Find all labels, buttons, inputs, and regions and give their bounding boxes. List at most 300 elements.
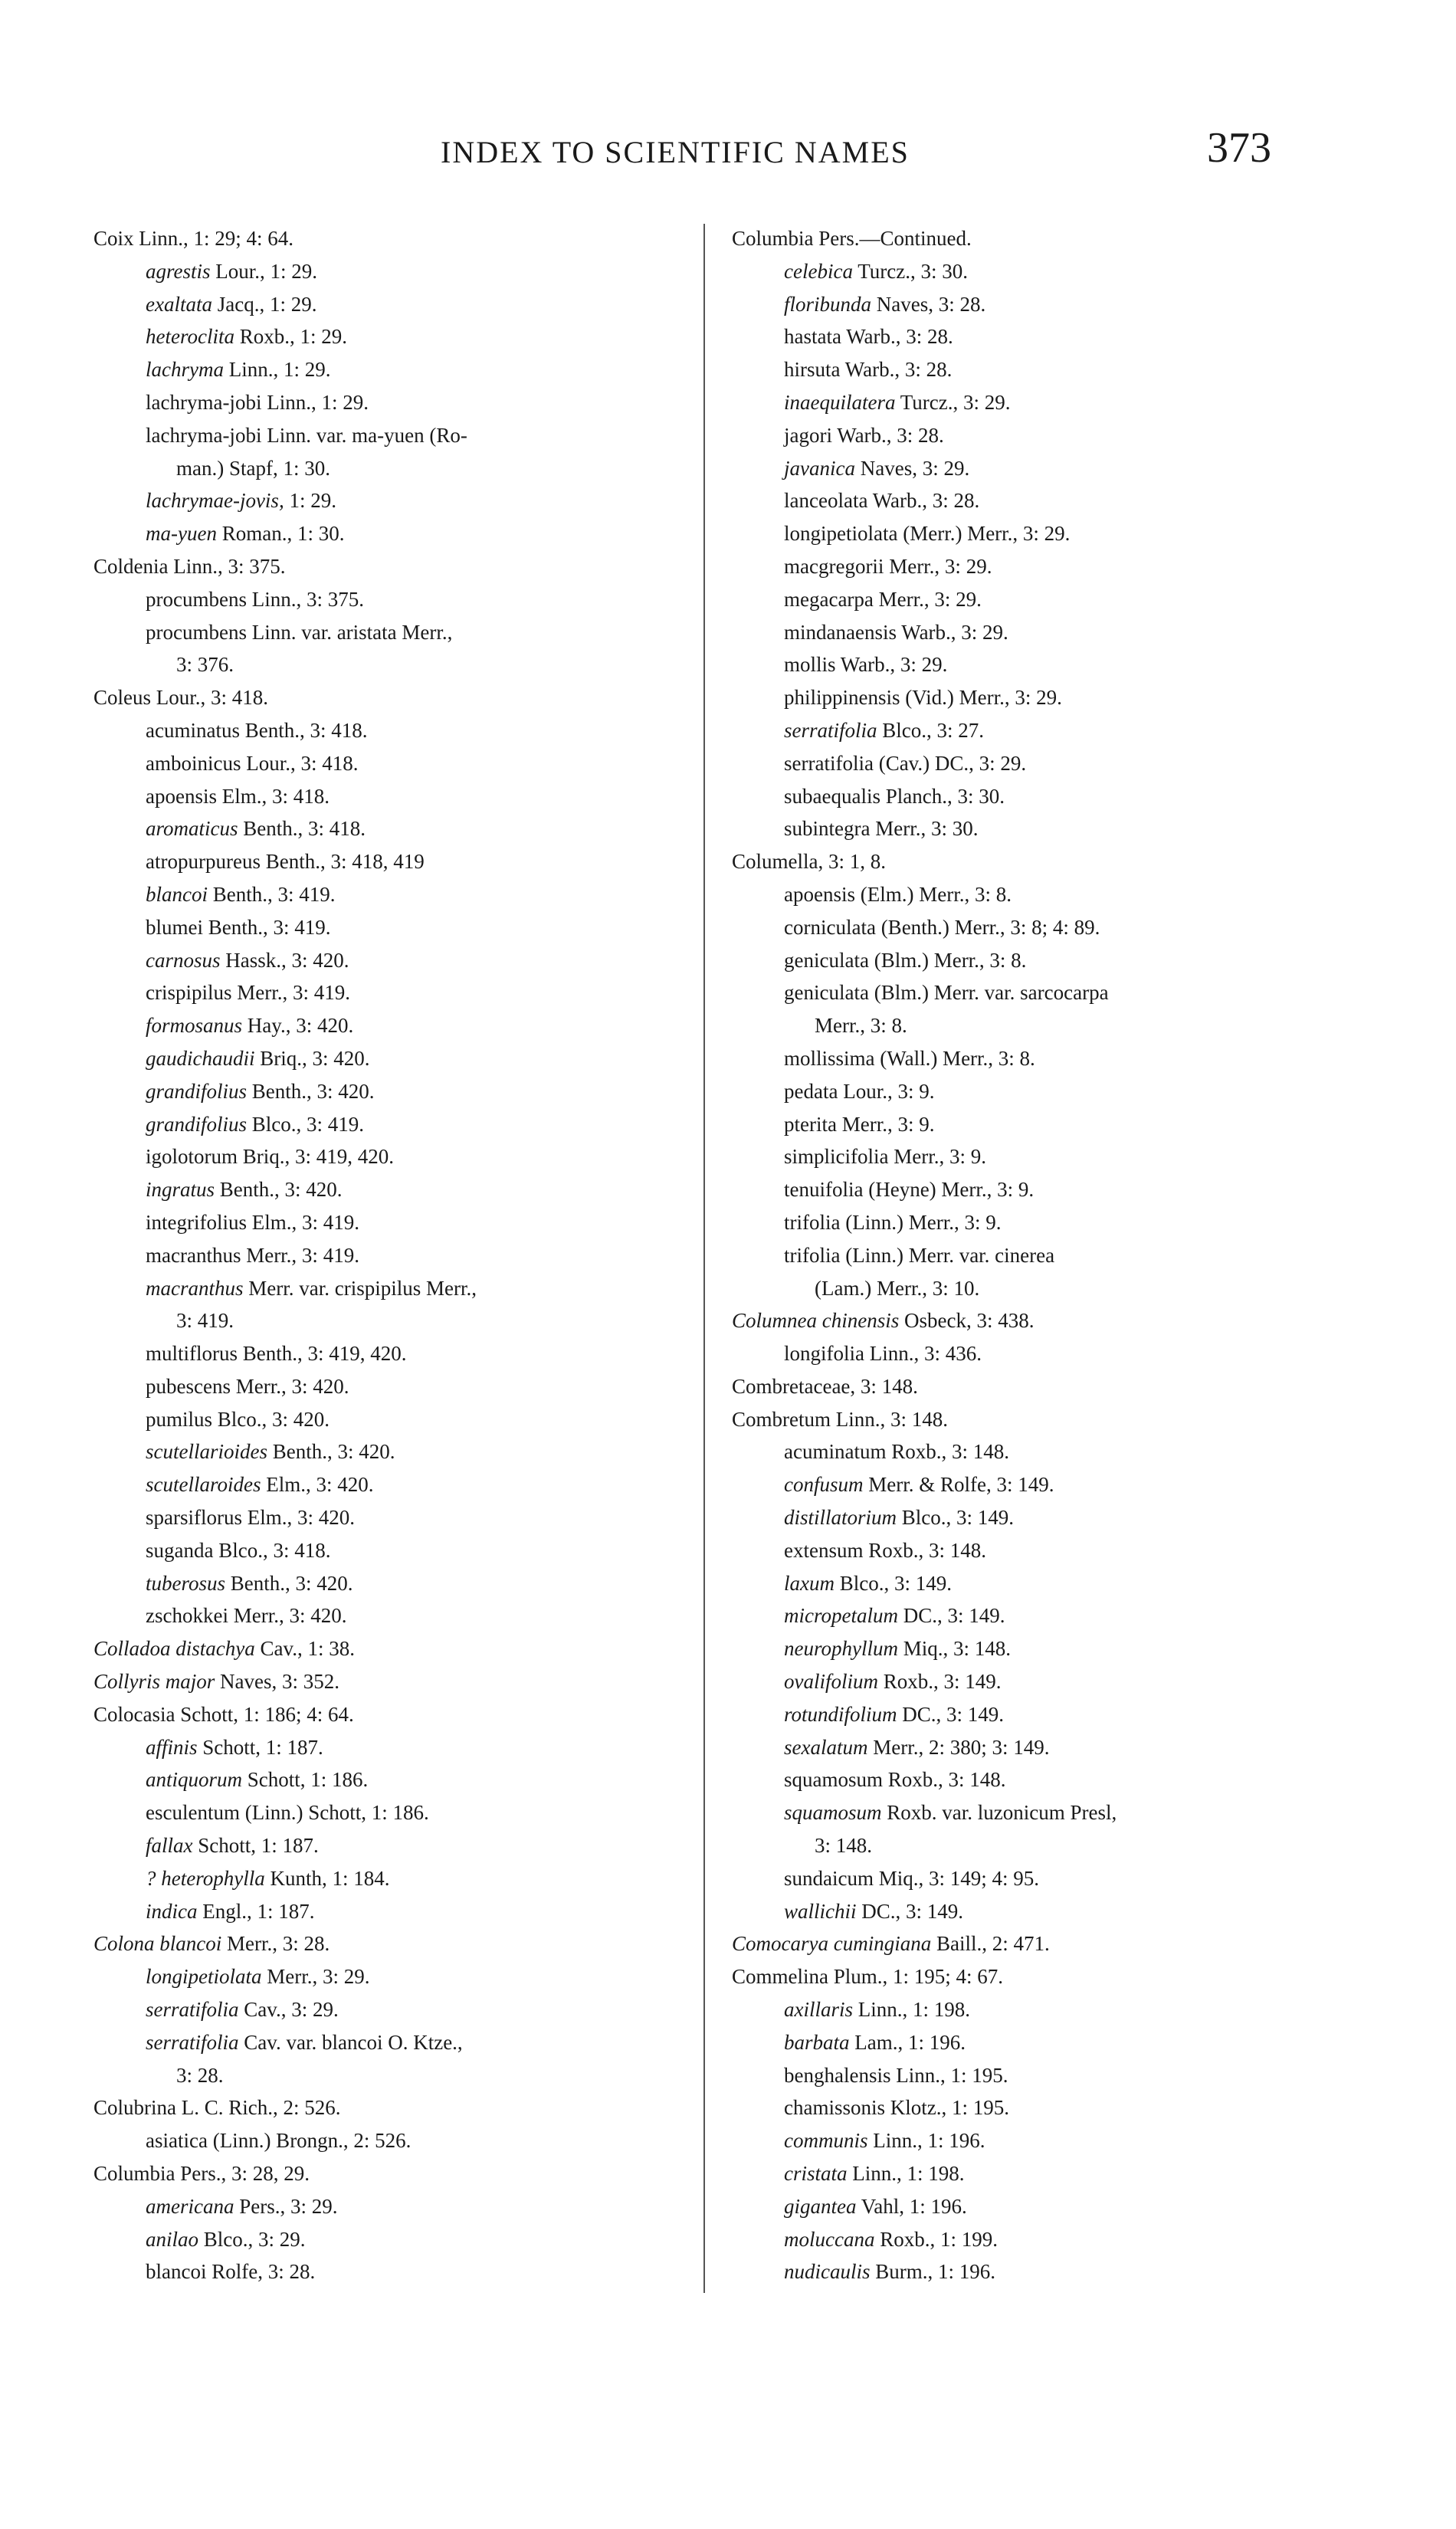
entry-name: longifolia [784,1342,864,1366]
entry-reference: Benth., 3: 418. [243,817,366,841]
index-entry [93,1435,707,1468]
entry-reference: Benth., 3: 420. [272,1440,395,1464]
index-entry [732,517,1345,550]
entry-reference: (Merr.) Merr., 3: 29. [903,522,1071,546]
entry-reference: Lour., 1: 29. [215,259,318,283]
entry-name: (Lam.) Merr., 3: 10. [815,1276,980,1300]
index-entry [93,1993,707,2026]
entry-name: acuminatus [146,718,240,742]
entry-name: Merr., 3: 8. [815,1014,907,1038]
entry-name: mollissima [784,1046,875,1070]
entry-name: Coix [93,227,134,250]
index-entry [93,747,707,780]
entry-name: affinis [146,1735,198,1759]
entry-reference: 1: 30. [283,456,330,480]
entry-reference: Planch., 3: 30. [885,784,1005,808]
entry-name: confusum [784,1473,864,1497]
entry-reference: Roxb., 3: 149. [883,1670,1002,1694]
index-entry [732,288,1345,321]
entry-name: philippinensis [784,686,900,710]
entry-reference: Warb., 3: 28. [844,358,953,382]
index-entry [732,1829,1345,1862]
entry-name: tenuifolia [784,1178,864,1202]
index-entry [732,1403,1345,1436]
index-entry [93,878,707,911]
entry-name: man.) Stapf, [176,456,278,480]
entry-reference: Turcz., 3: 30. [858,259,968,283]
entry-name: macgregorii [784,554,884,578]
entry-reference: Merr., 3: 9. [841,1112,935,1136]
index-entry [93,1075,707,1108]
index-entry [732,1206,1345,1239]
entry-reference: Burm., 1: 196. [875,2260,996,2284]
index-entry [732,1304,1345,1337]
entry-reference: Briq., 3: 420. [260,1046,370,1070]
index-entry [732,616,1345,649]
entry-name: Colubrina [93,2096,176,2120]
entry-reference: Schott, 1: 187. [202,1735,323,1759]
entry-name: pumilus [146,1407,213,1431]
entry-reference: (Linn.) Schott, 1: 186. [244,1801,429,1825]
index-entry [732,452,1345,485]
entry-name: ingratus [146,1178,215,1202]
index-entry [93,1206,707,1239]
entry-name: rotundifolium [784,1702,897,1726]
index-entry [732,1927,1345,1960]
index-entry [93,1140,707,1173]
entry-reference: Roxb., 3: 148. [887,1768,1006,1792]
entry-name: simplicifolia [784,1145,889,1169]
entry-name: blancoi [146,2260,207,2284]
entry-name: Colona blancoi [93,1932,222,1956]
entry-name: Coleus [93,686,152,710]
entry-name: extensum [784,1538,864,1562]
index-entry [93,288,707,321]
entry-reference: Naves, 3: 28. [876,292,986,316]
index-entry [732,845,1345,878]
index-entry [732,2157,1345,2190]
index-entry [93,2026,707,2059]
index-entry [93,1698,707,1731]
entry-name: scutellaroides [146,1473,261,1497]
entry-name: sparsiflorus [146,1506,242,1530]
entry-name: barbata [784,2030,850,2054]
entry-reference: Schott, 1: 186; 4: 64. [180,1702,354,1726]
index-entry [732,1173,1345,1206]
index-entry [93,714,707,747]
index-entry [732,1763,1345,1796]
entry-name: 3: 148. [815,1834,873,1858]
entry-reference: Kunth, 1: 184. [270,1866,390,1890]
entry-reference: Linn., 3: 375. [251,587,364,611]
entry-reference: Merr., 3: 419. [246,1243,359,1267]
entry-name: procumbens [146,620,247,644]
index-entry [732,780,1345,813]
index-entry [732,1895,1345,1928]
entry-reference: Elm., 3: 420. [266,1473,374,1497]
index-entry [732,944,1345,977]
column-divider [703,224,705,2293]
entry-name: benghalensis [784,2063,891,2087]
entry-name: subaequalis [784,784,880,808]
index-entry [93,2157,707,2190]
entry-name: 3: 28. [176,2063,224,2087]
entry-name: anilao [146,2227,199,2251]
index-entry [93,419,707,452]
index-entry [732,747,1345,780]
entry-reference: Merr., 3: 419. [237,981,350,1005]
entry-name: lachryma-jobi [146,423,262,447]
entry-reference: (Blm.) Merr., 3: 8. [874,948,1027,972]
entry-reference: Warb., 3: 28. [872,489,980,513]
entry-name: floribunda [784,292,872,316]
entry-reference: (Benth.) Merr., 3: 8; 4: 89. [880,915,1100,939]
running-title: INDEX TO SCIENTIFIC NAMES [441,135,910,169]
entry-reference: Cav., 3: 29. [244,1998,339,2022]
index-entry [93,780,707,813]
entry-name: procumbens [146,587,247,611]
index-entry [732,1632,1345,1665]
entry-reference: Benth., 3: 418, 419 [265,850,425,874]
entry-reference: Linn., 3: 375. [173,554,286,578]
index-entry [93,976,707,1009]
entry-name: integrifolius [146,1210,247,1234]
index-entry [732,1731,1345,1764]
index-entry [732,1534,1345,1567]
entry-name: celebica [784,259,853,283]
entry-name: carnosus [146,948,221,972]
index-entry [93,1960,707,1993]
entry-reference: Blco., 3: 27. [882,718,985,742]
entry-reference: Lour., 3: 9. [843,1079,935,1103]
entry-name: blancoi [146,882,208,906]
entry-reference: Linn., 1: 29. [267,390,369,414]
index-entry [732,419,1345,452]
entry-name: chamissonis [784,2096,885,2120]
index-entry [732,484,1345,517]
entry-reference: L. C. Rich., 2: 526. [181,2096,341,2120]
index-entry [93,255,707,288]
index-entry [93,1763,707,1796]
entry-name: multiflorus [146,1342,238,1366]
entry-reference: Blco., 3: 149. [901,1506,1015,1530]
entry-reference: Benth., 3: 419, 420. [242,1342,407,1366]
entry-name: 3: 419. [176,1309,234,1333]
entry-name: serratifolia [146,1998,239,2022]
entry-name: geniculata [784,948,869,972]
index-entry [732,648,1345,681]
entry-name: antiquorum [146,1768,243,1792]
entry-name: asiatica [146,2129,208,2153]
entry-name: Columbia [93,2162,175,2186]
entry-reference: Linn., 3: 436. [869,1342,982,1366]
entry-name: lachryma [146,358,224,382]
entry-reference: Linn., 1: 198. [858,1998,971,2022]
entry-name: Colocasia [93,1702,175,1726]
entry-reference: Linn., 1: 29; 4: 64. [139,227,294,250]
index-entry [93,1337,707,1370]
entry-name: tuberosus [146,1571,226,1595]
entry-reference: Elm., 3: 419. [251,1210,359,1234]
entry-reference: Merr. & Rolfe, 3: 149. [868,1473,1054,1497]
entry-reference: Osbeck, 3: 438. [903,1309,1035,1333]
entry-name: inaequilatera [784,390,896,414]
entry-name: gaudichaudii [146,1046,255,1070]
entry-name: esculentum [146,1801,240,1825]
index-entry [732,386,1345,419]
entry-reference: Pers., 3: 29. [239,2194,338,2218]
entry-reference: Roxb. var. luzonicum Presl, [887,1801,1117,1825]
index-entry [732,583,1345,616]
index-entry [732,1567,1345,1600]
entry-reference: (Linn.) Merr., 3: 9. [845,1210,1002,1234]
index-entry [93,583,707,616]
entry-name: Commelina [732,1965,828,1989]
entry-name: ovalifolium [784,1670,878,1694]
entry-reference: 3: 148. [860,1374,918,1398]
index-entry [93,2255,707,2288]
index-entry [93,845,707,878]
entry-name: Columbia [732,227,814,250]
entry-reference: Benth., 3: 420. [251,1079,375,1103]
index-entry [93,1534,707,1567]
entry-reference: Lour., 3: 418. [156,686,269,710]
entry-name: moluccana [784,2227,875,2251]
entry-name: lachrymae-jovis, [146,489,284,513]
entry-reference: Benth., 3: 419. [208,915,331,939]
index-entry [93,1829,707,1862]
index-entry [93,1862,707,1895]
index-entry [93,484,707,517]
entry-reference: (Vid.) Merr., 3: 29. [905,686,1062,710]
entry-name: Colladoa distachya [93,1637,255,1661]
index-entry [93,2190,707,2223]
entry-name: blumei [146,915,203,939]
entry-reference: Blco., 3: 420. [217,1407,330,1431]
index-entry [93,550,707,583]
index-entry [93,944,707,977]
index-entry [732,1665,1345,1698]
entry-name: grandifolius [146,1079,248,1103]
entry-reference: Merr., 3: 29. [878,587,982,611]
index-entry [93,616,707,649]
entry-name: jagori [784,423,832,447]
entry-name: distillatorium [784,1506,897,1530]
entry-name: wallichii [784,1899,857,1923]
entry-name: cristata [784,2162,848,2186]
index-entry [732,1239,1345,1272]
entry-name: hirsuta [784,358,841,382]
entry-name: apoensis [146,784,217,808]
index-entry [93,1632,707,1665]
entry-name: subintegra [784,817,871,841]
index-entry [732,222,1345,255]
entry-reference: Merr., 3: 420. [235,1374,349,1398]
entry-reference: Engl., 1: 187. [202,1899,315,1923]
entry-name: Columnea chinensis [732,1309,900,1333]
index-entry [732,320,1345,353]
entry-name: sundaicum [784,1866,874,1890]
index-entry [732,1075,1345,1108]
entry-reference: 3: 1, 8. [828,850,886,874]
entry-name: gigantea [784,2194,857,2218]
index-entry [732,911,1345,944]
entry-name: pedata [784,1079,838,1103]
index-entry [732,2091,1345,2124]
entry-reference: Merr., 3: 30. [875,817,979,841]
index-entry [732,878,1345,911]
entry-name: nudicaulis [784,2260,871,2284]
entry-reference: Merr., 3: 28. [227,1932,330,1956]
entry-name: geniculata [784,981,869,1005]
index-entry [93,1501,707,1534]
entry-name: crispipilus [146,981,232,1005]
index-entry [93,1731,707,1764]
entry-reference: Lour., 3: 418. [246,751,359,775]
entry-name: corniculata [784,915,876,939]
entry-reference: Klotz., 1: 195. [890,2096,1009,2120]
entry-reference: Baill., 2: 471. [936,1932,1050,1956]
index-entry [732,976,1345,1009]
index-entry [732,1009,1345,1042]
entry-reference: (Linn.) Brongn., 2: 526. [212,2129,412,2153]
entry-reference: Merr., 3: 29. [889,554,992,578]
entry-reference: Schott, 1: 186. [247,1768,369,1792]
entry-reference: Linn., 1: 198. [852,2162,965,2186]
entry-name: mollis [784,653,836,677]
index-entry [93,353,707,386]
entry-reference: Linn. var. ma-yuen (Ro- [267,423,467,447]
index-entry [93,320,707,353]
entry-reference: Blco., 3: 419. [251,1112,365,1136]
entry-name: suganda [146,1538,214,1562]
index-entry [732,1862,1345,1895]
index-entry [732,1468,1345,1501]
entry-reference: (Elm.) Merr., 3: 8. [860,882,1012,906]
entry-reference: Linn., 1: 29. [228,358,331,382]
index-column-left [93,222,707,2288]
index-entry [93,386,707,419]
entry-reference: (Heyne) Merr., 3: 9. [868,1178,1035,1202]
index-entry [93,1108,707,1141]
entry-reference: Merr., 2: 380; 3: 149. [873,1735,1050,1759]
entry-name: Coldenia [93,554,169,578]
index-entry [93,1895,707,1928]
entry-name: indica [146,1899,198,1923]
index-entry [93,1239,707,1272]
entry-reference: Warb., 3: 29. [901,620,1008,644]
entry-name: acuminatum [784,1440,887,1464]
entry-reference: 1: 29. [289,489,336,513]
entry-name: exaltata [146,292,212,316]
index-entry [732,2026,1345,2059]
entry-name: trifolia [784,1210,841,1234]
entry-name: longipetiolata [146,1965,262,1989]
index-entry [732,2124,1345,2157]
entry-reference: (Blm.) Merr. var. sarcocarpa [874,981,1109,1005]
entry-name: lachryma-jobi [146,390,262,414]
entry-reference: Roxb., 3: 148. [891,1440,1009,1464]
index-entry [93,1796,707,1829]
entry-name: serratifolia [784,718,877,742]
entry-reference: Merr., 3: 420. [233,1604,347,1628]
index-entry [93,648,707,681]
entry-reference: (Cav.) DC., 3: 29. [878,751,1027,775]
entry-name: hastata [784,325,841,349]
entry-name: squamosum [784,1768,884,1792]
entry-name: formosanus [146,1014,243,1038]
entry-reference: Benth., 3: 418. [244,718,368,742]
entry-reference: Elm., 3: 418. [221,784,330,808]
entry-reference: Cav., 1: 38. [260,1637,355,1661]
entry-name: aromaticus [146,817,238,841]
entry-name: serratifolia [784,751,874,775]
index-entry [93,222,707,255]
index-entry [732,1337,1345,1370]
entry-name: agrestis [146,259,211,283]
index-entry [732,1960,1345,1993]
entry-name: Combretaceae, [732,1374,856,1398]
entry-reference: (Wall.) Merr., 3: 8. [880,1046,1035,1070]
entry-name: apoensis [784,882,855,906]
index-entry [732,1796,1345,1829]
entry-name: scutellarioides [146,1440,267,1464]
index-entry [93,1927,707,1960]
entry-name: axillaris [784,1998,854,2022]
entry-name: pterita [784,1112,837,1136]
entry-name: macranthus [146,1276,244,1300]
index-entry [93,681,707,714]
entry-reference: DC., 3: 149. [861,1899,964,1923]
index-entry [93,911,707,944]
entry-reference: Benth., 3: 420. [219,1178,343,1202]
entry-reference: Benth., 3: 420. [230,1571,353,1595]
index-entry [732,550,1345,583]
entry-reference: Plum., 1: 195; 4: 67. [833,1965,1004,1989]
entry-reference: Naves, 3: 352. [220,1670,340,1694]
entry-reference: Blco., 3: 149. [839,1571,952,1595]
index-entry [93,2059,707,2092]
index-entry [93,2124,707,2157]
entry-reference: Linn., 3: 148. [835,1407,948,1431]
entry-name: serratifolia [146,2030,239,2054]
entry-name: heteroclita [146,325,234,349]
entry-name: Columella, [732,850,824,874]
index-entry [732,1370,1345,1403]
entry-name: communis [784,2129,868,2153]
entry-reference: Cav. var. blancoi O. Ktze., [244,2030,463,2054]
entry-reference: Pers.—Continued. [818,227,972,250]
entry-name: macranthus [146,1243,241,1267]
index-entry [93,1567,707,1600]
entry-reference: Miq., 3: 148. [903,1637,1011,1661]
entry-name: micropetalum [784,1604,898,1628]
entry-name: lanceolata [784,489,868,513]
entry-reference: Warb., 3: 29. [840,653,948,677]
index-entry [93,1009,707,1042]
entry-reference: Roxb., 1: 29. [239,325,347,349]
index-entry [732,1698,1345,1731]
index-entry [732,1501,1345,1534]
entry-name: fallax [146,1834,193,1858]
entry-reference: Roman., 1: 30. [221,522,345,546]
entry-name: zschokkei [146,1604,228,1628]
entry-name: squamosum [784,1801,882,1825]
entry-reference: Merr. var. crispipilus Merr., [248,1276,477,1300]
index-entry [93,1599,707,1632]
entry-reference: Blco., 3: 418. [218,1538,331,1562]
index-entry [732,2059,1345,2092]
